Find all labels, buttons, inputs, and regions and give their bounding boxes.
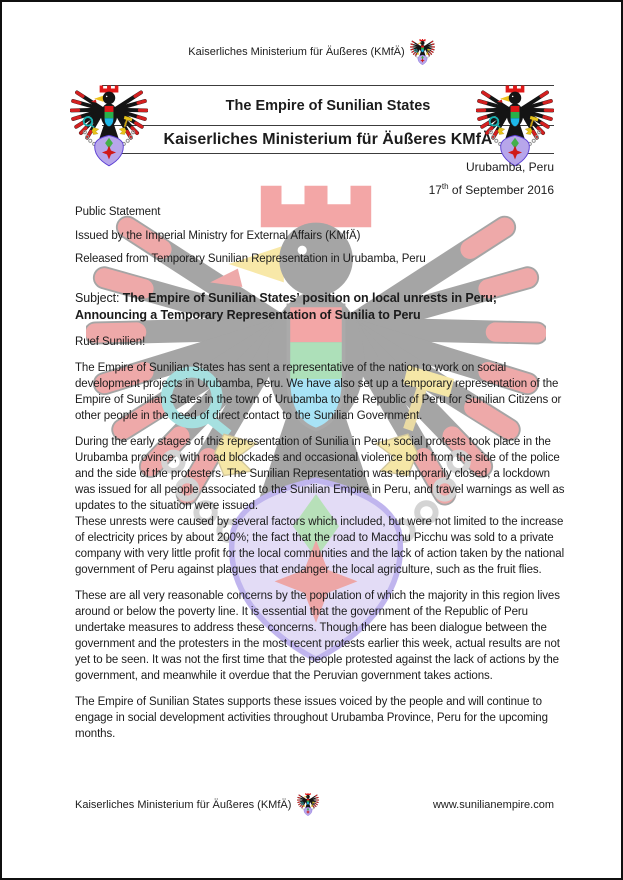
meta-line-issued-by: Issued by the Imperial Ministry for External Affairs (KMfÄ) (75, 229, 361, 242)
footer-website: www.sunilianempire.com (432, 798, 554, 811)
date-line (429, 183, 554, 197)
meta-line-public-statement: Public Statement (75, 206, 161, 218)
date-ordinal: th (441, 182, 449, 191)
ministry-banner-text: Kaiserliches Ministerium für Äußeres (KMfÄ) (188, 46, 405, 58)
paragraph-text: The Empire of Sunilian States has sent a representative of the nation to work on social development projects in Urubamba, Peru. We have also set up a temporary representation of the Empire of Sunilian States in the town of Urubamba to the Republic of Peru for Sunilian Citizens or other people in the need of direct contact to the Sunilian Government. (75, 361, 562, 422)
body-paragraph (75, 588, 567, 684)
page-footer (75, 792, 554, 817)
body-paragraph (75, 360, 567, 424)
imperial-eagle-left (70, 83, 148, 169)
meta-line-released-from: Released from Temporary Sunilian Representation in Urubamba, Peru (75, 253, 426, 265)
paragraph-text: These unrests were caused by several factors which included, but were not limited to the increase of electricity prices by about 200%; the fact that the road to Macchu Picchu was sold to a private company with very little profit for the local communities and the lack of action taken by the national government of Peru against plagues that endanger the local agriculture, such as the fruit flies. (75, 515, 565, 576)
date-day: 17 (428, 183, 442, 197)
subject-line1: The Empire of Sunilian States’ position on local unrests in Peru; (122, 290, 497, 305)
letter-content (75, 204, 567, 742)
letterhead-title: The Empire of Sunilian States (102, 85, 554, 126)
paragraph-text: During the early stages of this representation of Sunilia in Peru, social protests took place in the Urubamba province, with road blockades and occasional violence both from the side of the police and the side of the protesters. The Sunilian Representation was temporarily closed, a lockdown was issued for all people associated to the Sunilian Empire in Peru, and travel warnings as well as updates to the situation were issued. (75, 435, 565, 512)
subject-line2: Announcing a Temporary Representation of Sunilia to Peru (75, 307, 421, 322)
location-line: Urubamba, Peru (465, 160, 554, 174)
subject-label: Subject: (75, 290, 123, 305)
paragraph-text: The Empire of Sunilian States supports these issues voiced by the people and will continue to engage in social development activities throughout Urubamba Province, Peru for the upcoming months. (75, 695, 548, 740)
ministry-banner (2, 38, 621, 66)
body-paragraph (75, 694, 567, 742)
body-paragraph (75, 434, 567, 578)
letterhead-ministry: Kaiserliches Ministerium für Äußeres KMfÄ (102, 126, 554, 154)
salutation: Ruef Sunilien! (75, 335, 146, 348)
imperial-eagle-right (476, 83, 554, 169)
footer-ministry-group (75, 792, 319, 817)
paragraph-text: These are all very reasonable concerns by the population of which the majority in this region lives around or below the poverty line. It is essential that the government of the Republic of Peru undertake measures to address these concerns. Though there has been dialogue between the government and the protesters in the most recent protests earlier this week, actual results are not yet to be seen. It was not the first time that the people protested against the lack of actions by the government, and meanwhile it overdue that the Peruvian government takes actions. (75, 589, 560, 682)
footer-ministry: Kaiserliches Ministerium für Äußeres (KMfÄ) (75, 798, 292, 811)
letterhead (2, 85, 621, 153)
imperial-eagle-icon (297, 792, 319, 817)
date-rest: of September 2016 (448, 183, 554, 197)
imperial-eagle-icon (410, 38, 435, 66)
subject-heading (75, 290, 567, 324)
place-date-block (429, 160, 554, 197)
